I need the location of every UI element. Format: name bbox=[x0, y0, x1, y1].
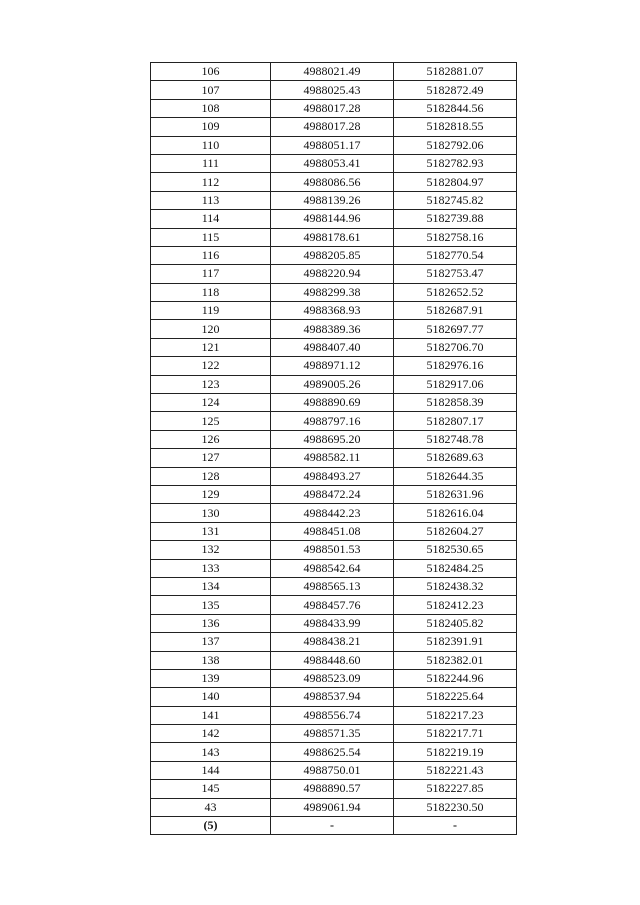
table-row bbox=[151, 283, 517, 301]
x-coordinate-cell: 4989061.94 bbox=[271, 798, 394, 816]
y-coordinate-cell: 5182225.64 bbox=[394, 688, 517, 706]
point-number-cell: 127 bbox=[151, 449, 271, 467]
x-coordinate-cell: - bbox=[271, 817, 394, 835]
y-coordinate-cell: 5182753.47 bbox=[394, 265, 517, 283]
table-row bbox=[151, 154, 517, 172]
point-number-cell: 111 bbox=[151, 154, 271, 172]
x-coordinate-cell: 4989005.26 bbox=[271, 375, 394, 393]
y-coordinate-cell: 5182758.16 bbox=[394, 228, 517, 246]
table-row bbox=[151, 302, 517, 320]
x-coordinate-cell: 4988389.36 bbox=[271, 320, 394, 338]
table-row bbox=[151, 725, 517, 743]
x-coordinate-cell: 4988457.76 bbox=[271, 596, 394, 614]
point-number-cell: 110 bbox=[151, 136, 271, 154]
x-coordinate-cell: 4988299.38 bbox=[271, 283, 394, 301]
table-row bbox=[151, 798, 517, 816]
table-row bbox=[151, 651, 517, 669]
table-row bbox=[151, 191, 517, 209]
point-number-cell: 144 bbox=[151, 761, 271, 779]
point-number-cell: 137 bbox=[151, 633, 271, 651]
table-row bbox=[151, 761, 517, 779]
x-coordinate-cell: 4988537.94 bbox=[271, 688, 394, 706]
x-coordinate-cell: 4988017.28 bbox=[271, 118, 394, 136]
table-row bbox=[151, 63, 517, 81]
table-row bbox=[151, 817, 517, 835]
table-row bbox=[151, 688, 517, 706]
y-coordinate-cell: 5182872.49 bbox=[394, 81, 517, 99]
y-coordinate-cell: 5182616.04 bbox=[394, 504, 517, 522]
table-row bbox=[151, 338, 517, 356]
table-row bbox=[151, 265, 517, 283]
point-number-cell: 122 bbox=[151, 357, 271, 375]
point-number-cell: 133 bbox=[151, 559, 271, 577]
x-coordinate-cell: 4988695.20 bbox=[271, 430, 394, 448]
y-coordinate-cell: 5182221.43 bbox=[394, 761, 517, 779]
x-coordinate-cell: 4988178.61 bbox=[271, 228, 394, 246]
point-number-cell: 139 bbox=[151, 669, 271, 687]
y-coordinate-cell: 5182782.93 bbox=[394, 154, 517, 172]
table-row bbox=[151, 394, 517, 412]
point-number-cell: 141 bbox=[151, 706, 271, 724]
point-number-cell: 140 bbox=[151, 688, 271, 706]
point-number-cell: 119 bbox=[151, 302, 271, 320]
y-coordinate-cell: 5182689.63 bbox=[394, 449, 517, 467]
table-row bbox=[151, 375, 517, 393]
x-coordinate-cell: 4988971.12 bbox=[271, 357, 394, 375]
point-number-cell: 115 bbox=[151, 228, 271, 246]
point-number-cell: 134 bbox=[151, 577, 271, 595]
point-number-cell: 106 bbox=[151, 63, 271, 81]
x-coordinate-cell: 4988442.23 bbox=[271, 504, 394, 522]
point-number-cell: 142 bbox=[151, 725, 271, 743]
y-coordinate-cell: 5182881.07 bbox=[394, 63, 517, 81]
table-row bbox=[151, 504, 517, 522]
x-coordinate-cell: 4988472.24 bbox=[271, 485, 394, 503]
point-number-cell: 124 bbox=[151, 394, 271, 412]
x-coordinate-cell: 4988750.01 bbox=[271, 761, 394, 779]
x-coordinate-cell: 4988438.21 bbox=[271, 633, 394, 651]
point-number-cell: 143 bbox=[151, 743, 271, 761]
point-number-cell: 126 bbox=[151, 430, 271, 448]
coordinates-table-body bbox=[151, 63, 517, 835]
x-coordinate-cell: 4988582.11 bbox=[271, 449, 394, 467]
x-coordinate-cell: 4988086.56 bbox=[271, 173, 394, 191]
y-coordinate-cell: - bbox=[394, 817, 517, 835]
table-row bbox=[151, 669, 517, 687]
table-row bbox=[151, 246, 517, 264]
point-number-cell: 128 bbox=[151, 467, 271, 485]
table-row bbox=[151, 449, 517, 467]
table-row bbox=[151, 559, 517, 577]
table-row bbox=[151, 780, 517, 798]
point-number-cell: 132 bbox=[151, 541, 271, 559]
point-number-cell: 125 bbox=[151, 412, 271, 430]
x-coordinate-cell: 4988448.60 bbox=[271, 651, 394, 669]
y-coordinate-cell: 5182739.88 bbox=[394, 210, 517, 228]
x-coordinate-cell: 4988523.09 bbox=[271, 669, 394, 687]
x-coordinate-cell: 4988139.26 bbox=[271, 191, 394, 209]
point-number-cell: 120 bbox=[151, 320, 271, 338]
y-coordinate-cell: 5182405.82 bbox=[394, 614, 517, 632]
y-coordinate-cell: 5182631.96 bbox=[394, 485, 517, 503]
table-row bbox=[151, 706, 517, 724]
point-number-cell: 112 bbox=[151, 173, 271, 191]
y-coordinate-cell: 5182217.23 bbox=[394, 706, 517, 724]
x-coordinate-cell: 4988433.99 bbox=[271, 614, 394, 632]
y-coordinate-cell: 5182687.91 bbox=[394, 302, 517, 320]
y-coordinate-cell: 5182804.97 bbox=[394, 173, 517, 191]
table-row bbox=[151, 485, 517, 503]
table-row bbox=[151, 596, 517, 614]
y-coordinate-cell: 5182244.96 bbox=[394, 669, 517, 687]
table-row bbox=[151, 228, 517, 246]
table-row bbox=[151, 614, 517, 632]
y-coordinate-cell: 5182438.32 bbox=[394, 577, 517, 595]
point-number-cell: 129 bbox=[151, 485, 271, 503]
y-coordinate-cell: 5182412.23 bbox=[394, 596, 517, 614]
point-number-cell: 109 bbox=[151, 118, 271, 136]
x-coordinate-cell: 4988144.96 bbox=[271, 210, 394, 228]
point-number-cell: (5) bbox=[151, 817, 271, 835]
x-coordinate-cell: 4988890.57 bbox=[271, 780, 394, 798]
y-coordinate-cell: 5182604.27 bbox=[394, 522, 517, 540]
table-row bbox=[151, 173, 517, 191]
point-number-cell: 136 bbox=[151, 614, 271, 632]
table-row bbox=[151, 357, 517, 375]
table-row bbox=[151, 522, 517, 540]
point-number-cell: 138 bbox=[151, 651, 271, 669]
x-coordinate-cell: 4988556.74 bbox=[271, 706, 394, 724]
point-number-cell: 113 bbox=[151, 191, 271, 209]
y-coordinate-cell: 5182706.70 bbox=[394, 338, 517, 356]
y-coordinate-cell: 5182976.16 bbox=[394, 357, 517, 375]
point-number-cell: 117 bbox=[151, 265, 271, 283]
table-row bbox=[151, 430, 517, 448]
point-number-cell: 114 bbox=[151, 210, 271, 228]
y-coordinate-cell: 5182745.82 bbox=[394, 191, 517, 209]
point-number-cell: 130 bbox=[151, 504, 271, 522]
y-coordinate-cell: 5182844.56 bbox=[394, 99, 517, 117]
y-coordinate-cell: 5182818.55 bbox=[394, 118, 517, 136]
y-coordinate-cell: 5182644.35 bbox=[394, 467, 517, 485]
table-row bbox=[151, 136, 517, 154]
x-coordinate-cell: 4988025.43 bbox=[271, 81, 394, 99]
x-coordinate-cell: 4988368.93 bbox=[271, 302, 394, 320]
y-coordinate-cell: 5182230.50 bbox=[394, 798, 517, 816]
x-coordinate-cell: 4988890.69 bbox=[271, 394, 394, 412]
point-number-cell: 43 bbox=[151, 798, 271, 816]
table-row bbox=[151, 320, 517, 338]
table-row bbox=[151, 210, 517, 228]
y-coordinate-cell: 5182792.06 bbox=[394, 136, 517, 154]
y-coordinate-cell: 5182217.71 bbox=[394, 725, 517, 743]
x-coordinate-cell: 4988021.49 bbox=[271, 63, 394, 81]
y-coordinate-cell: 5182227.85 bbox=[394, 780, 517, 798]
point-number-cell: 108 bbox=[151, 99, 271, 117]
table-row bbox=[151, 541, 517, 559]
x-coordinate-cell: 4988625.54 bbox=[271, 743, 394, 761]
point-number-cell: 116 bbox=[151, 246, 271, 264]
table-row bbox=[151, 577, 517, 595]
y-coordinate-cell: 5182219.19 bbox=[394, 743, 517, 761]
x-coordinate-cell: 4988565.13 bbox=[271, 577, 394, 595]
table-row bbox=[151, 99, 517, 117]
table-row bbox=[151, 633, 517, 651]
table-row bbox=[151, 118, 517, 136]
point-number-cell: 107 bbox=[151, 81, 271, 99]
point-number-cell: 145 bbox=[151, 780, 271, 798]
table-row bbox=[151, 743, 517, 761]
x-coordinate-cell: 4988051.17 bbox=[271, 136, 394, 154]
y-coordinate-cell: 5182391.91 bbox=[394, 633, 517, 651]
point-number-cell: 135 bbox=[151, 596, 271, 614]
x-coordinate-cell: 4988542.64 bbox=[271, 559, 394, 577]
x-coordinate-cell: 4988451.08 bbox=[271, 522, 394, 540]
x-coordinate-cell: 4988501.53 bbox=[271, 541, 394, 559]
x-coordinate-cell: 4988053.41 bbox=[271, 154, 394, 172]
x-coordinate-cell: 4988205.85 bbox=[271, 246, 394, 264]
y-coordinate-cell: 5182382.01 bbox=[394, 651, 517, 669]
x-coordinate-cell: 4988493.27 bbox=[271, 467, 394, 485]
y-coordinate-cell: 5182484.25 bbox=[394, 559, 517, 577]
table-row bbox=[151, 412, 517, 430]
coordinates-table bbox=[150, 62, 517, 835]
y-coordinate-cell: 5182807.17 bbox=[394, 412, 517, 430]
table-row bbox=[151, 467, 517, 485]
x-coordinate-cell: 4988017.28 bbox=[271, 99, 394, 117]
y-coordinate-cell: 5182748.78 bbox=[394, 430, 517, 448]
y-coordinate-cell: 5182652.52 bbox=[394, 283, 517, 301]
point-number-cell: 123 bbox=[151, 375, 271, 393]
x-coordinate-cell: 4988407.40 bbox=[271, 338, 394, 356]
point-number-cell: 118 bbox=[151, 283, 271, 301]
x-coordinate-cell: 4988220.94 bbox=[271, 265, 394, 283]
point-number-cell: 131 bbox=[151, 522, 271, 540]
x-coordinate-cell: 4988797.16 bbox=[271, 412, 394, 430]
y-coordinate-cell: 5182770.54 bbox=[394, 246, 517, 264]
table-row bbox=[151, 81, 517, 99]
x-coordinate-cell: 4988571.35 bbox=[271, 725, 394, 743]
y-coordinate-cell: 5182697.77 bbox=[394, 320, 517, 338]
y-coordinate-cell: 5182917.06 bbox=[394, 375, 517, 393]
y-coordinate-cell: 5182858.39 bbox=[394, 394, 517, 412]
point-number-cell: 121 bbox=[151, 338, 271, 356]
y-coordinate-cell: 5182530.65 bbox=[394, 541, 517, 559]
